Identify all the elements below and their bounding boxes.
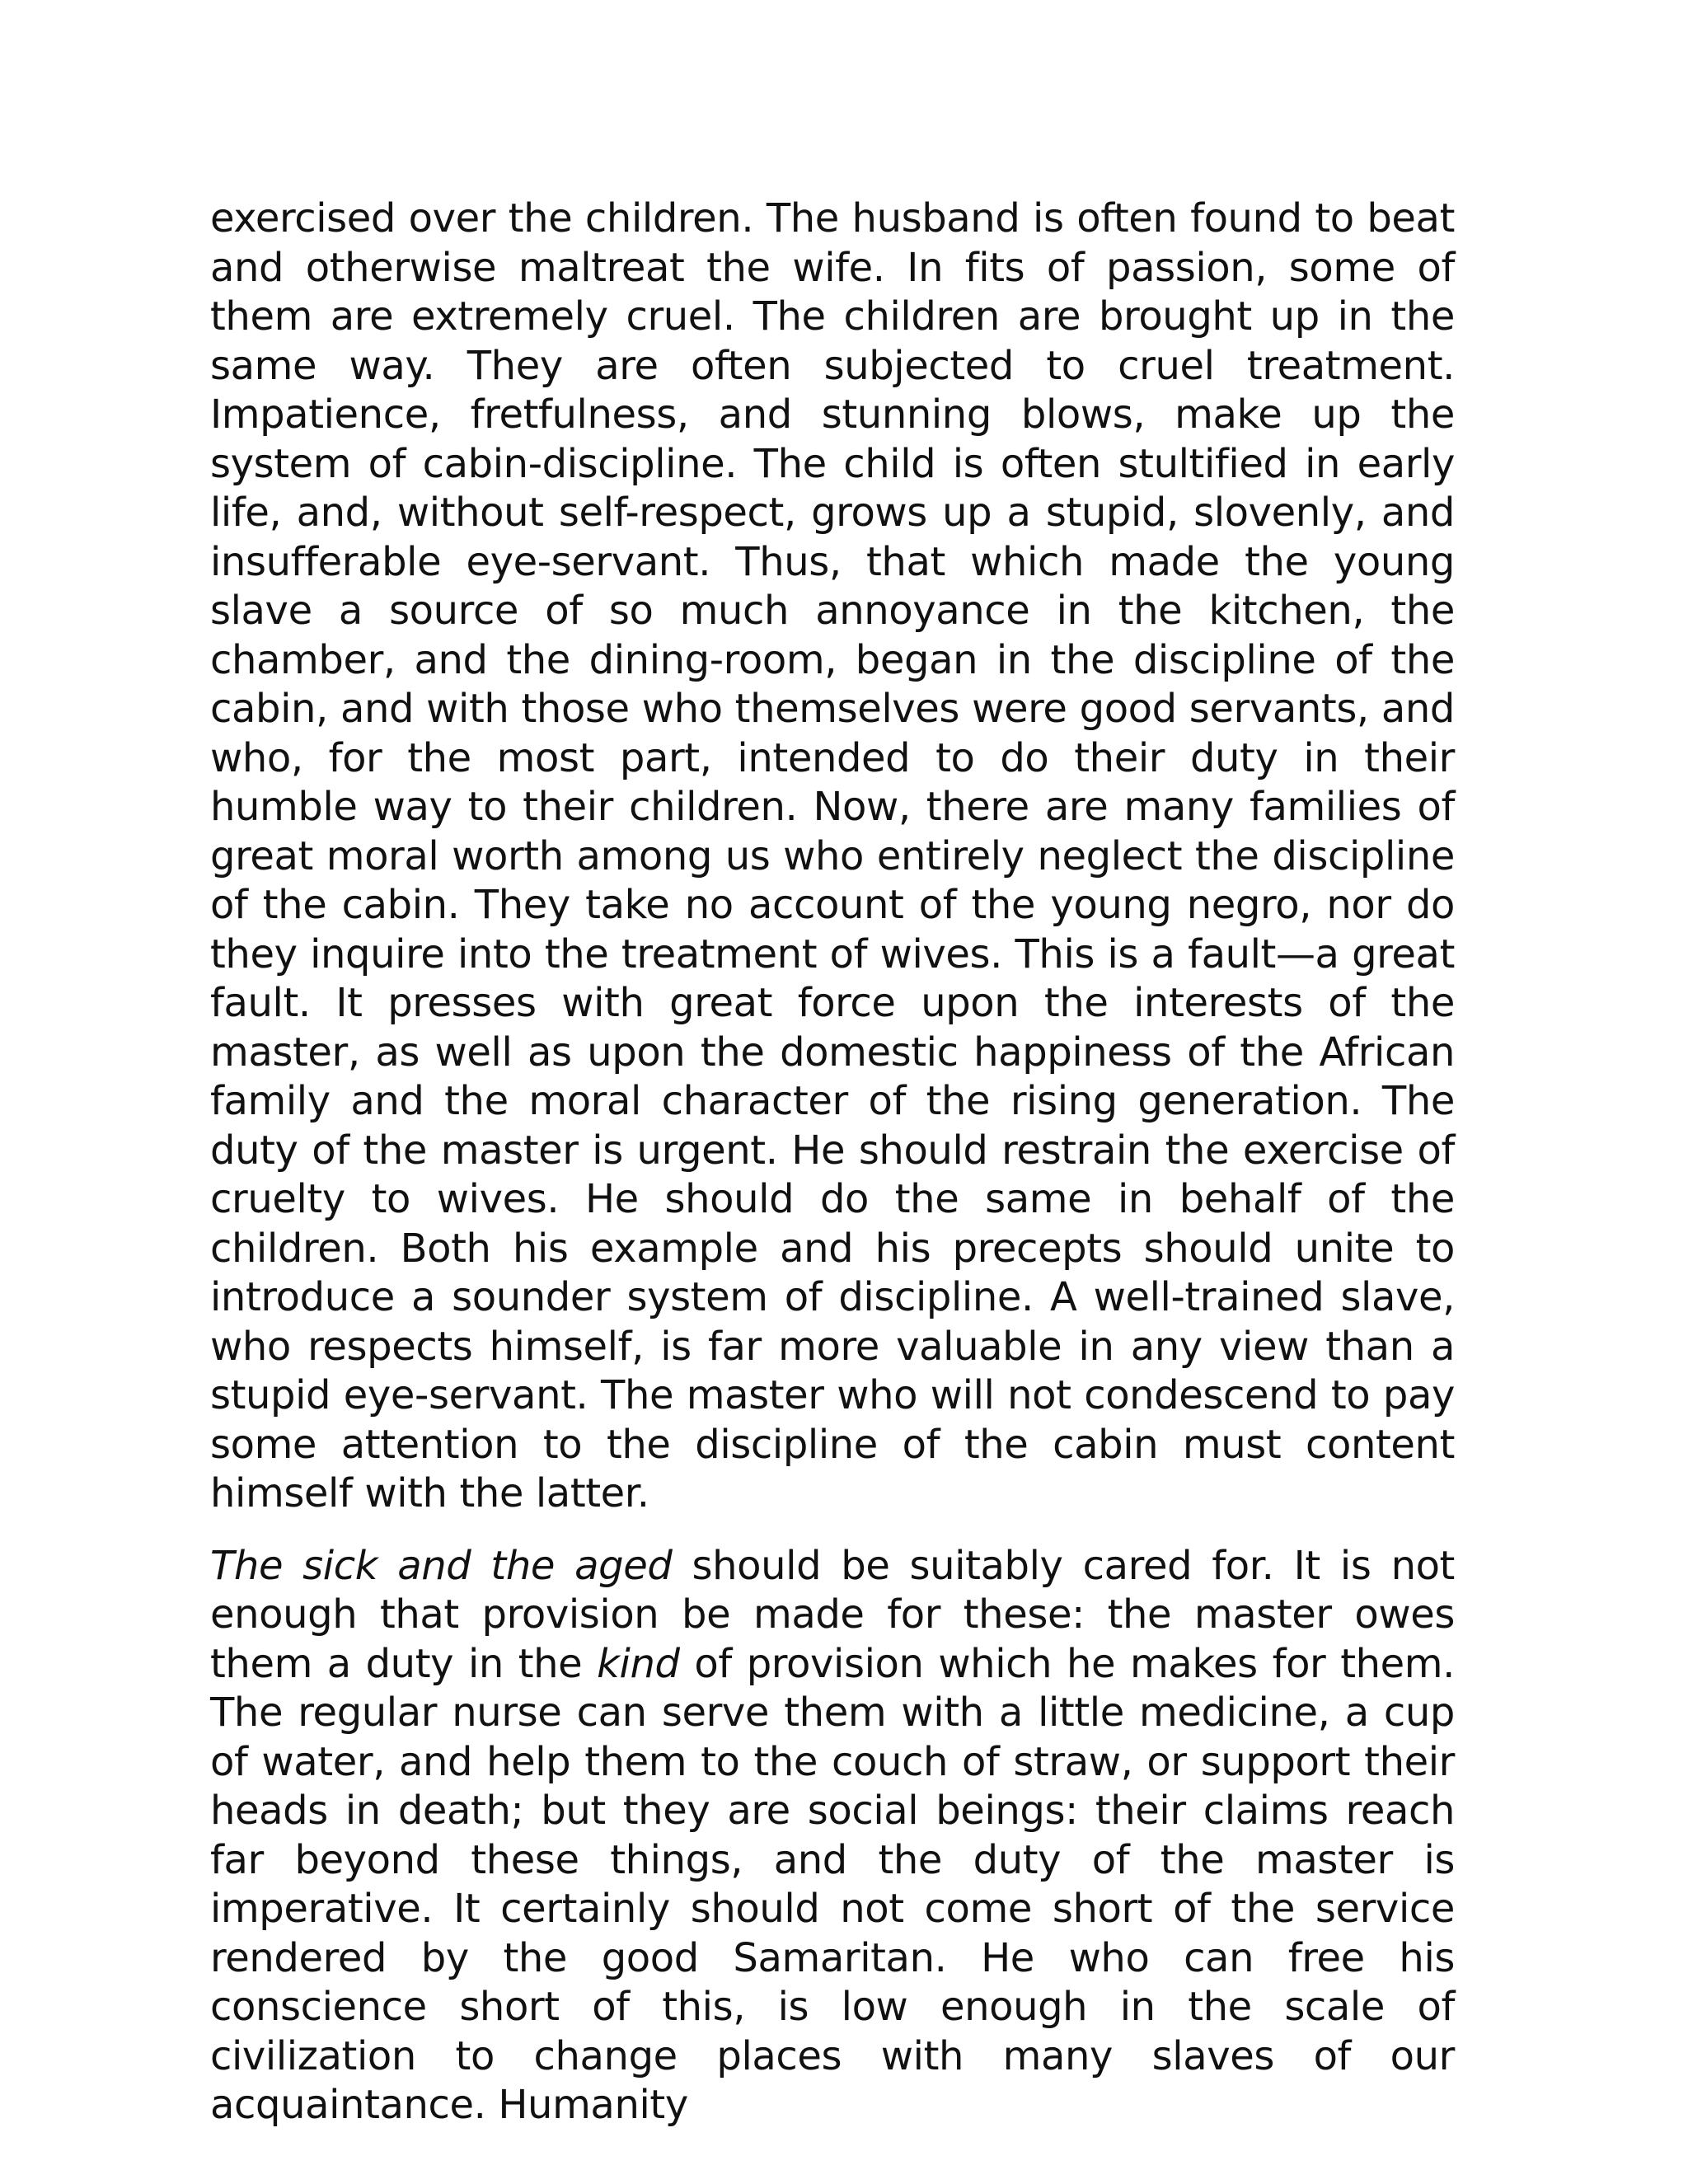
paragraph-text: of provision which he makes for them. The regular nurse can serve them with a little medicine, a cup of water, and help them to the couch of straw, or support their heads in death; but they are social beings: their claims reach far beyond these things, and the duty of the master is imperative. It certainly should not come short of the service rendered by the good Samaritan. He who can free his conscience short of this, is low enough in the scale of civilization to change places with many slaves of our acquaintance. Humanity [210, 1640, 1455, 2128]
italic-word-kind: kind [597, 1640, 680, 1687]
paragraph-cabin-discipline [210, 194, 1455, 1519]
paragraph-text: exercised over the children. The husband is often found to beat and otherwise maltreat the wife. In fits of passion, some of them are extremely cruel. The children are brought up in the same way. They are often subjected to cruel treatment. Impatience, fretfulness, and stunning blows, make up the system of cabin-discipline. The child is often stultified in early life, and, without self-respect, grows up a stupid, slovenly, and insufferable eye-servant. Thus, that which made the young slave a source of so much annoyance in the kitchen, the chamber, and the dining-room, began in the discipline of the cabin, and with those who themselves were good servants, and who, for the most part, intended to do their duty in their humble way to their children. Now, there are many families of great moral worth among us who entirely neglect the discipline of the cabin. They take no account of the young negro, nor do they inquire into the treatment of wives. This is a fault—a great fault. It presses with great force upon the interests of the master, as well as upon the domestic happiness of the African family and the moral character of the rising generation. The duty of the master is urgent. He should restrain the exercise of cruelty to wives. He should do the same in behalf of the children. Both his example and his precepts should unite to introduce a sounder system of discipline. A well-trained slave, who respects himself, is far more valuable in any view than a stupid eye-servant. The master who will not condescend to pay some attention to the discipline of the cabin must content himself with the latter. [210, 195, 1455, 1516]
document-page [210, 194, 1455, 2130]
paragraph-sick-and-aged [210, 1542, 1455, 2130]
italic-phrase-sick-and-aged: The sick and the aged [210, 1542, 673, 1589]
paragraph-text: should be suitably cared for. It is not enough that provision be made for these: the master owes them a duty in the [210, 1542, 1455, 1687]
